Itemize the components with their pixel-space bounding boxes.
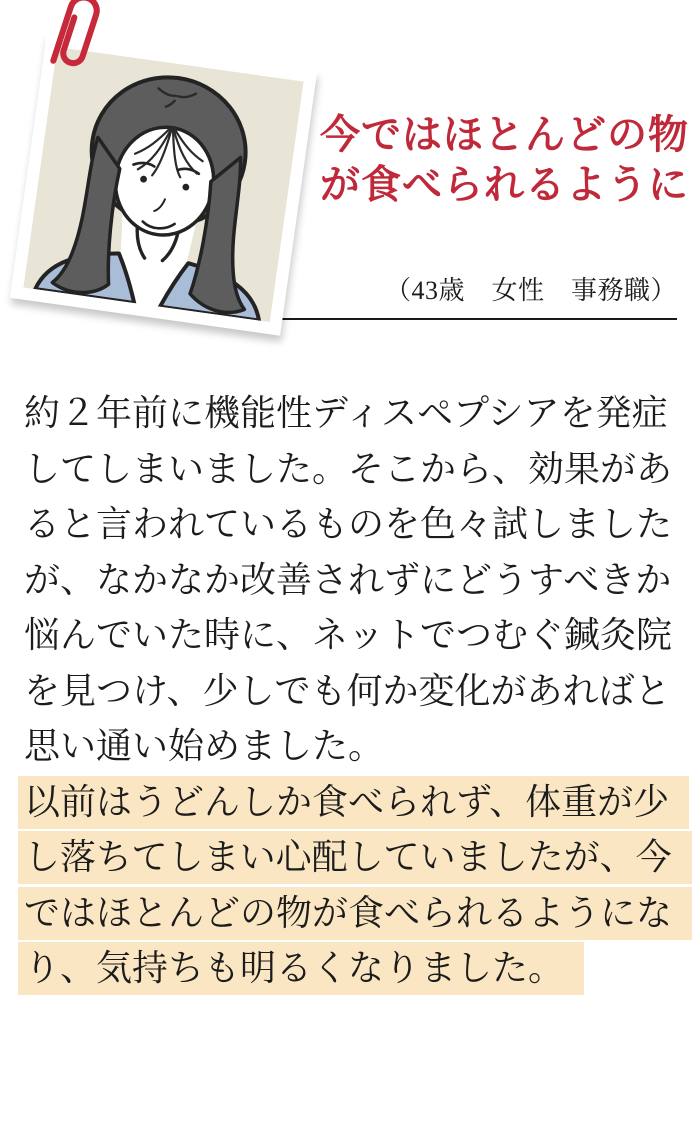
highlight-line: し落ちてしまい心配していましたが、今 [24, 830, 692, 886]
body-line: ると言われているものを色々試しました [24, 504, 673, 544]
body-line: が、なかなか改善されずにどうすべきか [24, 559, 672, 600]
body-line: 約２年前に機能性ディスペプシアを発症 [24, 393, 668, 433]
highlighted-paragraph [24, 775, 692, 997]
paperclip-shape [53, 0, 100, 69]
attribution: （43歳 女性 事務職） [384, 276, 677, 305]
highlight-line: り、気持ちも明るくなりました。 [24, 941, 692, 997]
body-line: 悩んでいた時に、ネットでつむぐ鍼灸院 [24, 615, 673, 655]
highlight-line: ではほとんどの物が食べられるようにな [24, 886, 692, 942]
body-paragraph [24, 386, 692, 775]
headline-line: が食べられるように [320, 162, 689, 207]
headline [320, 110, 689, 210]
customer-photo [10, 33, 318, 335]
testimonial-body [24, 386, 692, 997]
body-line: を見つけ、少しでも何か変化があればと [24, 670, 671, 711]
woman-illustration [23, 47, 303, 322]
headline-line: 今ではほとんどの物 [320, 112, 689, 157]
body-line: 思い通い始めました。 [24, 726, 385, 766]
highlight-line: 以前はうどんしか食べられず、体重が少 [24, 775, 692, 831]
divider-line [276, 318, 677, 320]
body-line: してしまいました。そこから、効果があ [24, 448, 673, 489]
